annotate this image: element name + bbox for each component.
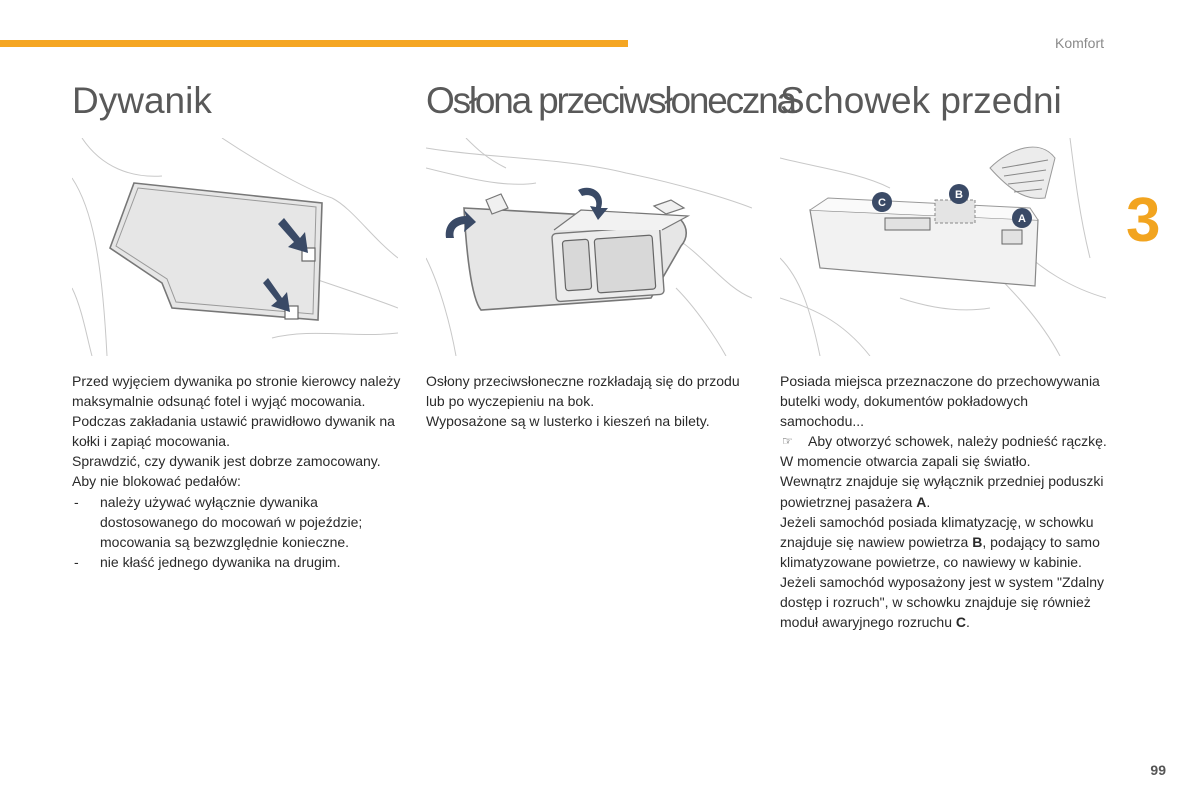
glovebox-illustration (780, 138, 1106, 356)
callout-b: B (955, 189, 963, 201)
section-label: Komfort (1054, 35, 1104, 51)
dash-marker: - (74, 553, 79, 570)
dash-list-item (72, 552, 402, 572)
dash-item-text: należy używać wyłącznie dywanika dostosowanego do mocowań w pojeździe; mocowania są bezwzględnie konieczne. (100, 493, 363, 550)
section-title-sun-visor: Osłona przeciwsłoneczna (426, 80, 795, 121)
paragraph: Aby nie blokować pedałów: (72, 473, 241, 490)
paragraph-climate (780, 512, 1110, 572)
section-title-floor-mat: Dywanik (72, 80, 212, 121)
sun-visor-text (426, 371, 756, 431)
finger-pointer-icon: ☞ (782, 434, 793, 449)
dash-list-item (72, 492, 402, 552)
section-title-glovebox: Schowek przedni (780, 80, 1062, 121)
paragraph: Sprawdzić, czy dywanik jest dobrze zamocowany. (72, 453, 381, 470)
bold-label: B (972, 533, 983, 550)
floor-mat-drawing (72, 138, 398, 356)
text-run: Jeżeli samochód wyposażony jest w system "Zdalny dostęp i rozruch", w schowku znajduje się również moduł awaryjnego rozruchu (780, 573, 1104, 631)
page-number: 99 (1150, 762, 1166, 778)
bold-label: A (916, 493, 927, 510)
callout-a: A (1018, 213, 1026, 225)
chapter-number: 3 (1126, 186, 1161, 255)
paragraph: Wyposażone są w lusterko i kieszeń na bilety. (426, 413, 710, 430)
paragraph: Podczas zakładania ustawić prawidłowo dywanik na kołki i zapiąć mocowania. (72, 413, 395, 450)
sun-visor-section (426, 78, 795, 431)
paragraph-airbag (780, 471, 1110, 511)
bold-label: C (955, 614, 966, 631)
callout-c: C (878, 197, 886, 209)
dash-marker: - (74, 493, 79, 510)
paragraph: Posiada miejsca przeznaczone do przechowywania butelki wody, dokumentów pokładowych samochodu... (780, 373, 1100, 430)
floor-mat-section (72, 78, 402, 572)
glovebox-text (780, 371, 1110, 632)
glovebox-drawing (780, 138, 1106, 356)
paragraph: Przed wyjęciem dywanika po stronie kierowcy należy maksymalnie odsunąć fotel i wyjąć mocowania. (72, 373, 401, 410)
accent-bar (0, 40, 628, 47)
sun-visor-illustration (426, 138, 752, 356)
floor-mat-text (72, 371, 402, 572)
text-run: , podający to samo klimatyzowane powietrze, co nawiewy w kabinie. (780, 533, 1100, 570)
instruction-bullet (780, 431, 1110, 451)
paragraph: W momencie otwarcia zapali się światło. (780, 453, 1031, 470)
text-run: . (966, 614, 970, 631)
text-run: Jeżeli samochód posiada klimatyzację, w schowku znajduje się nawiew powietrza (780, 513, 1094, 550)
paragraph: Osłony przeciwsłoneczne rozkładają się do przodu lub po wyczepieniu na bok. (426, 373, 740, 410)
floor-mat-illustration (72, 138, 398, 356)
sun-visor-drawing (426, 138, 752, 356)
text-run: Wewnątrz znajduje się wyłącznik przedniej poduszki powietrznej pasażera (780, 473, 1104, 510)
paragraph-start-module (780, 572, 1110, 632)
dash-item-text: nie kłaść jednego dywanika na drugim. (100, 553, 341, 570)
glovebox-section (780, 78, 1110, 632)
instruction-text: Aby otworzyć schowek, należy podnieść rączkę. (808, 433, 1107, 450)
text-run: . (926, 493, 931, 510)
